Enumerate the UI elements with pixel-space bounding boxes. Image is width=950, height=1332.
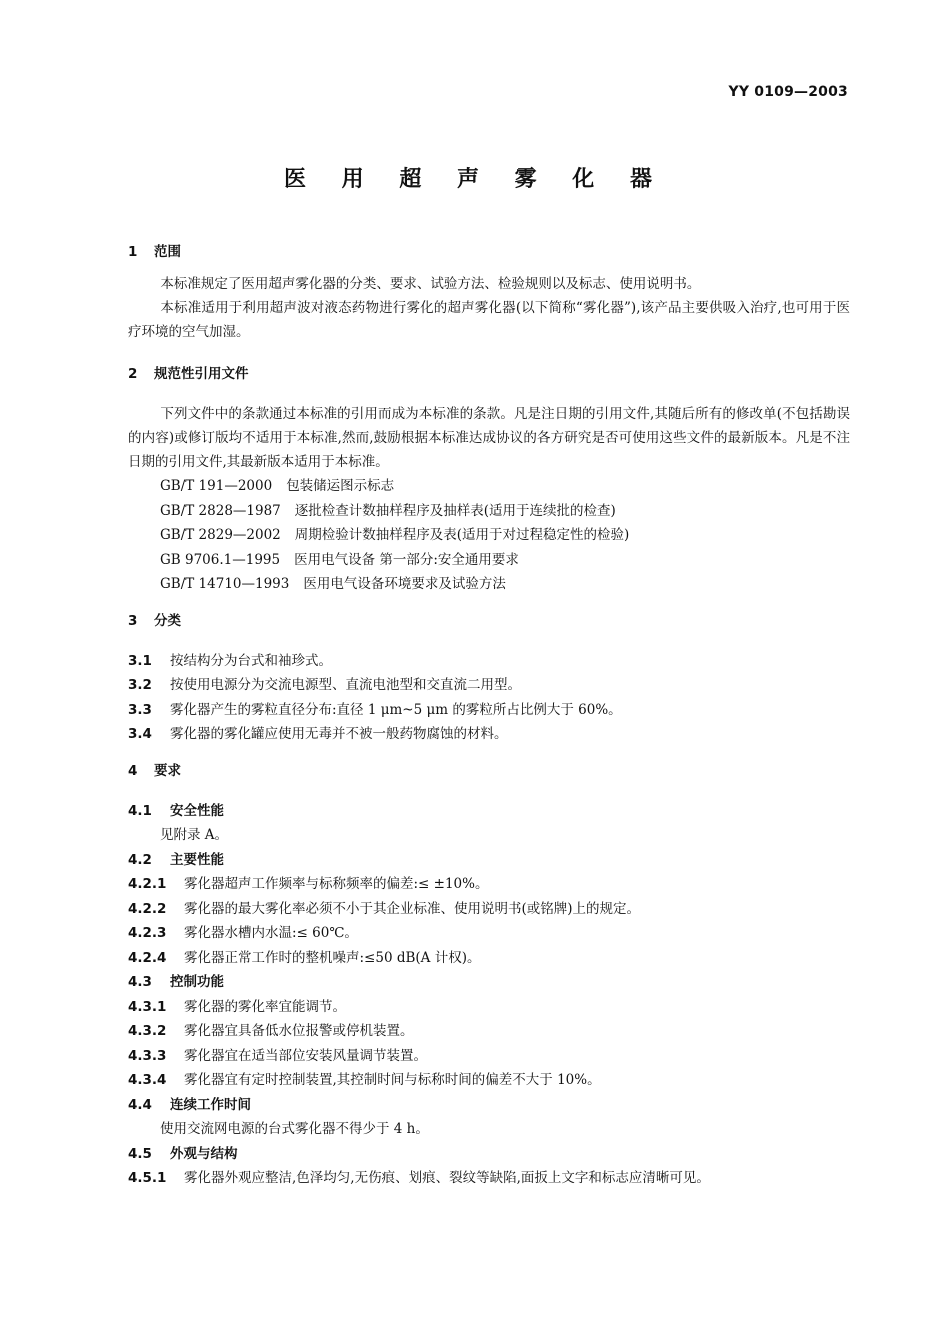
- clause-number: 4.3.2: [128, 1023, 167, 1039]
- clause-text: 按结构分为台式和袖珍式。: [170, 652, 332, 669]
- clause-item: [128, 1044, 850, 1069]
- section-3-heading: [128, 609, 850, 633]
- section-number: 4: [128, 762, 138, 779]
- clause-text: 按使用电源分为交流电源型、直流电池型和交直流二用型。: [170, 677, 521, 693]
- reference-title: 医用电气设备 第一部分:安全通用要求: [294, 551, 519, 568]
- clause-item: [128, 1019, 850, 1044]
- clause-text: 雾化器的雾化罐应使用无毒并不被一般药物腐蚀的材料。: [170, 726, 508, 742]
- subsection-title: 连续工作时间: [170, 1096, 251, 1113]
- section-title: 要求: [154, 762, 181, 779]
- reference-title: 医用电气设备环境要求及试验方法: [303, 576, 506, 592]
- reference-code: GB 9706.1—1995: [160, 551, 281, 568]
- reference-code: GB/T 2828—1987: [160, 502, 281, 519]
- section-title: 范围: [154, 244, 181, 260]
- subsection-number: 4.2: [128, 851, 152, 868]
- reference-title: 周期检验计数抽样程序及表(适用于对过程稳定性的检验): [294, 527, 630, 543]
- clause-number: 4.2.4: [128, 949, 167, 966]
- clause-item: [128, 1068, 850, 1093]
- clause-text: 雾化器宜具备低水位报警或停机装置。: [184, 1023, 414, 1039]
- section-title: 分类: [154, 612, 181, 629]
- section-number: 1: [128, 244, 138, 260]
- section-number: 3: [128, 612, 138, 629]
- reference-code: GB/T 191—2000: [160, 478, 273, 494]
- clause-item: [128, 649, 850, 674]
- clause-number: 4.2.1: [128, 876, 167, 892]
- reference-title: 包装储运图示标志: [286, 478, 395, 494]
- subsection-title: 主要性能: [170, 851, 224, 868]
- reference-code: GB/T 2829—2002: [160, 527, 281, 543]
- clause-text: 雾化器超声工作频率与标称频率的偏差:≤ ±10%。: [184, 876, 489, 892]
- subsection-4-1-heading: [128, 799, 850, 824]
- reference-item: [128, 572, 850, 597]
- clause-item: [128, 698, 850, 723]
- section-number: 2: [128, 366, 138, 382]
- document-body: [128, 236, 850, 1191]
- clause-text: 雾化器宜在适当部位安装风量调节装置。: [184, 1047, 427, 1064]
- reference-item: [128, 548, 850, 573]
- clause-number: 4.2.3: [128, 925, 167, 941]
- subsection-4-2-heading: [128, 848, 850, 873]
- clause-number: 4.3.1: [128, 998, 167, 1015]
- clause-item: [128, 921, 850, 946]
- clause-text: 雾化器外观应整洁,色泽均匀,无伤痕、划痕、裂纹等缺陷,面扳上文字和标志应清晰可见。: [184, 1170, 710, 1186]
- paragraph: 本标准规定了医用超声雾化器的分类、要求、试验方法、检验规则以及标志、使用说明书。: [160, 276, 701, 292]
- subsection-number: 4.5: [128, 1145, 152, 1162]
- clause-text: 见附录 A。: [160, 827, 229, 843]
- clause-item: [128, 946, 850, 971]
- clause-text: 使用交流网电源的台式雾化器不得少于 4 h。: [160, 1121, 429, 1137]
- clause-text: 雾化器正常工作时的整机噪声:≤50 dB(A 计权)。: [184, 949, 481, 966]
- subsection-number: 4.3: [128, 974, 152, 990]
- reference-item: [128, 499, 850, 524]
- standard-code: YY 0109—2003: [728, 84, 848, 100]
- clause-number: 4.3.4: [128, 1072, 167, 1088]
- paragraph: 下列文件中的条款通过本标准的引用而成为本标准的条款。凡是注日期的引用文件,其随后所有的修改单(不包括勘误的内容)或修订版均不适用于本标准,然而,鼓励根据本标准达成协议的各方研究是否可使用这些文件的最新版本。凡是不注日期的引用文件,其最新版本适用于本标准。: [128, 406, 850, 470]
- subsection-title: 安全性能: [170, 802, 224, 819]
- clause-number: 4.5.1: [128, 1170, 167, 1186]
- clause-number: 4.3.3: [128, 1047, 167, 1064]
- section-title: 规范性引用文件: [154, 366, 249, 382]
- paragraph: 本标准适用于利用超声波对液态药物进行雾化的超声雾化器(以下简称“雾化器”),该产品主要供吸入治疗,也可用于医疗环境的空气加湿。: [128, 300, 850, 340]
- document-title: 医 用 超 声 雾 化 器: [284, 167, 666, 192]
- clause-number: 4.2.2: [128, 900, 167, 917]
- section-4-heading: [128, 759, 850, 783]
- clause-item: [128, 673, 850, 698]
- clause-number: 3.3: [128, 701, 152, 718]
- clause-text: 雾化器的雾化率宜能调节。: [184, 998, 346, 1015]
- clause-item: [128, 1166, 850, 1191]
- clause-item: [128, 995, 850, 1020]
- clause-item: [128, 897, 850, 922]
- clause-text: 雾化器产生的雾粒直径分布:直径 1 μm~5 μm 的雾粒所占比例大于 60%。: [170, 701, 622, 718]
- subsection-number: 4.4: [128, 1096, 152, 1113]
- subsection-4-5-heading: [128, 1142, 850, 1167]
- subsection-4-3-heading: [128, 970, 850, 995]
- clause-text: 雾化器宜有定时控制装置,其控制时间与标称时间的偏差不大于 10%。: [184, 1072, 601, 1088]
- reference-item: [128, 523, 850, 548]
- clause-number: 3.4: [128, 726, 152, 742]
- reference-code: GB/T 14710—1993: [160, 576, 290, 592]
- clause-item: [128, 722, 850, 747]
- subsection-title: 控制功能: [170, 974, 224, 990]
- clause-number: 3.1: [128, 652, 152, 669]
- clause-text: 雾化器水槽内水温:≤ 60℃。: [184, 925, 358, 941]
- subsection-number: 4.1: [128, 802, 152, 819]
- section-2-heading: [128, 362, 850, 386]
- reference-title: 逐批检查计数抽样程序及抽样表(适用于连续批的检查): [294, 502, 616, 519]
- subsection-title: 外观与结构: [170, 1145, 238, 1162]
- section-1-heading: [128, 240, 850, 264]
- clause-item: [128, 872, 850, 897]
- subsection-4-4-heading: [128, 1093, 850, 1118]
- clause-number: 3.2: [128, 677, 152, 693]
- reference-item: [128, 474, 850, 499]
- clause-text: 雾化器的最大雾化率必须不小于其企业标准、使用说明书(或铭牌)上的规定。: [184, 900, 641, 917]
